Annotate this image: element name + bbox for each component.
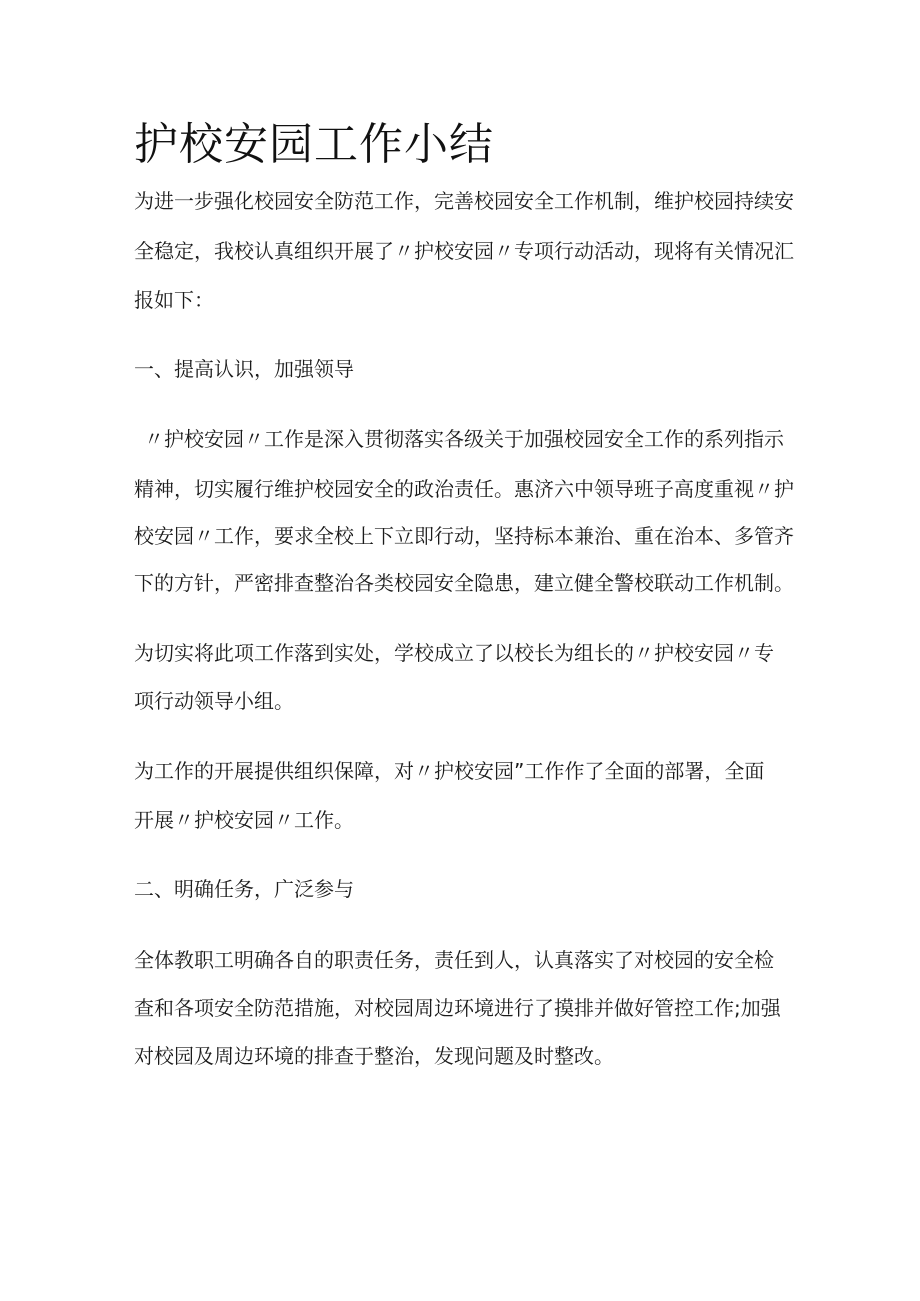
section2-para1-line-2: 查和各项安全防范措施，对校园周边环境进行了摸排并做好管控工作;加强 [134,996,781,1020]
document-title: 护校安园工作小结 [134,119,494,170]
section1-para3-line-1: 为工作的开展提供组织保障，对〃护校安园”工作作了全面的部署，全面 [134,759,765,783]
section-heading-2: 二、明确任务，广泛参与 [134,877,354,901]
section1-para1-line-2: 精神，切实履行维护校园安全的政治责任。惠济六中领导班子高度重视〃护 [134,477,794,501]
section1-para1-line-1: 〃护校安园〃工作是深入贯彻落实各级关于加强校园安全工作的系列指示 [144,427,784,451]
section1-para1-line-3: 校安园〃工作，要求全校上下立即行动，坚持标本兼治、重在治本、多管齐 [134,524,794,548]
intro-line-2: 全稳定，我校认真组织开展了〃护校安园〃专项行动活动，现将有关情况汇 [134,239,794,263]
section2-para1-line-1: 全体教职工明确各自的职责任务，责任到人，认真落实了对校园的安全检 [134,948,774,972]
section2-para1-line-3: 对校园及周边环境的排查于整治，发现问题及时整改。 [134,1044,614,1068]
section1-para3-line-2: 开展〃护校安园〃工作。 [134,808,354,832]
section1-para2-line-1: 为切实将此项工作落到实处，学校成立了以校长为组长的〃护校安园〃专 [134,641,774,665]
section1-para1-line-4: 下的方针，严密排查整治各类校园安全隐患，建立健全警校联动工作机制。 [134,571,794,595]
section-heading-1: 一、提高认识，加强领导 [134,357,354,381]
intro-line-3: 报如下： [134,288,214,312]
intro-line-1: 为进一步强化校园安全防范工作，完善校园安全工作机制，维护校园持续安 [134,189,794,213]
section1-para2-line-2: 项行动领导小组。 [134,689,294,713]
